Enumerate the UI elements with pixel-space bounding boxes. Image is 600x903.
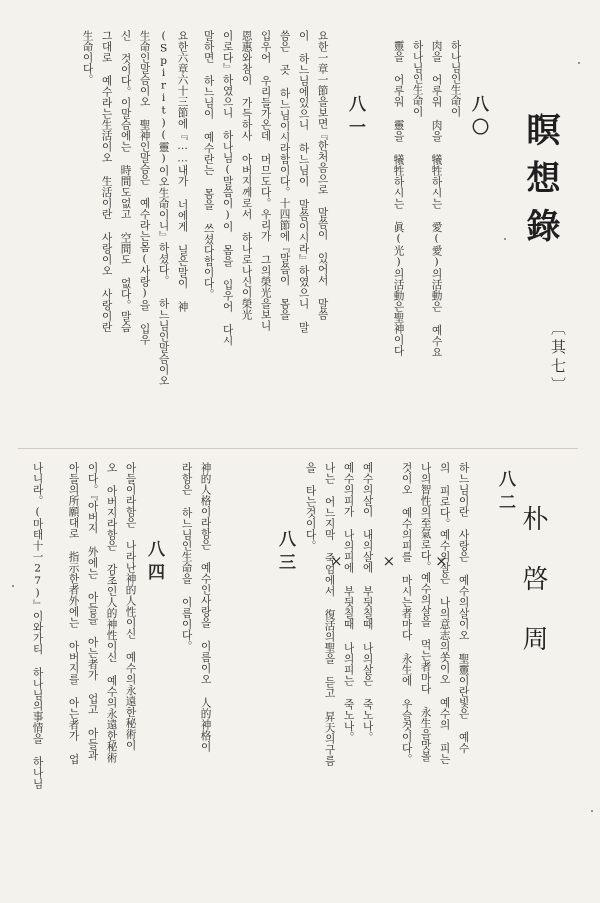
text-column: 生命인말슴이오 聖神인말슴은 예수라는몸(사랑)을 입우 <box>138 30 151 345</box>
text-column: 하나님인生命이 <box>449 40 462 117</box>
text-column: 하나님인生命이 <box>411 40 424 117</box>
text-column: 예수의살이 내의살에 부딋칠때 나의살은 죽노나。 <box>361 462 374 743</box>
text-column: 하느님이란 사랑은 예수의살이오 聖靈이란빛은 예수 <box>457 462 470 754</box>
text-column: 라함은 하느님인生命을 이름이다。 <box>180 462 193 652</box>
text-column: 씀은 곳 하느님이시라함이다。十四節에『말씀이 몸을 <box>278 30 291 321</box>
text-column: 입우어 우리들가온데 머므도다。우리가 그의榮光을보니 <box>259 30 272 332</box>
section-number-80: 八〇 <box>468 95 488 141</box>
text-column: 의 피로다。예수의살은 나의意志의쏫이오 예수의 피는 <box>438 462 451 765</box>
divider <box>18 448 578 449</box>
scan-speck <box>12 585 14 587</box>
text-column: 나의智性의至氣로다。예수의살을 먹는者마다 永生을맛볼 <box>419 462 432 762</box>
text-column: 靈을 어루워 靈을 犧牲하시는 眞(光)의活動은聖神이다 <box>392 40 405 357</box>
scan-speck <box>591 810 593 812</box>
text-column: 나니라。(마태十一27)』이와가티 하나님의事情을 하나님 <box>31 462 44 790</box>
text-column: 오 아버지라함은 감초인人的神性이신 예수의永遠한秘術 <box>105 462 118 764</box>
section-number-81: 八一 <box>345 95 365 141</box>
article-title: 瞑想錄 <box>520 112 560 256</box>
section-number-83: 八三 <box>275 530 295 576</box>
section-number-82: 八二 <box>495 470 515 516</box>
text-column: 신 것이다。이말슴에는 時間도없고 空間도 없다。말슴 <box>119 30 132 333</box>
text-column: 神的人格이라함은 예수인사랑을 이름이오 人的神格이 <box>199 462 212 753</box>
text-column: 말하면 하느님이 예수란는 몸을 쓰셨다함이다。 <box>202 30 215 300</box>
text-column: 이로다』하였으니 하나님(말씀이)이 몸을 입우어 다시 <box>221 30 234 347</box>
section-separator: ××× <box>330 552 488 570</box>
author-name: 朴啓周 <box>518 505 548 685</box>
text-column: 요한六章六十三節에『……내가 너에게 닐은말이 神 <box>176 30 189 312</box>
text-column: 요한一章一節을보면『한처음으로 말씀이 있어서 말씀 <box>316 30 329 321</box>
text-column: 이 하느님에있으니 하느님이 말씀이시라』하였으니 말 <box>297 30 310 333</box>
text-column: (Spirit)(靈)이오生命이니』하셨다。 하느님인말슴이오 <box>157 30 170 387</box>
section-number-84: 八四 <box>144 540 164 586</box>
text-column: 나는 어느지막 죽엄에서 復活의聖을 듣고 昇天의구름 <box>323 462 336 766</box>
text-column: 을 타는것이다。 <box>304 462 317 552</box>
scan-speck <box>578 62 580 64</box>
text-column: 아들의所願대로 指示한者外에는 아버지를 아는者가 업 <box>67 462 80 765</box>
text-column: 예수의피가 나의피에 부딋칠때 나의피는 죽노나。 <box>342 462 355 743</box>
text-column: 生命이다。 <box>81 30 94 85</box>
series-number: 〔其七〕 <box>549 320 567 396</box>
text-column: 것이오 예수의피를 마시는者마다 永生에 우슬것이다。 <box>400 462 413 765</box>
text-column: 恩惠와참이 가득하사 아버지께로서 하나로나신이榮光 <box>240 30 253 321</box>
text-column: 그대로 예수라는生活이오 生活이란 사랑이오 사랑이란 <box>100 30 113 333</box>
text-column: 아들이라함은 나라난神的人性이신 예수의永遠한秘術이 <box>124 462 137 751</box>
scan-speck <box>504 238 506 240</box>
text-column: 이다。『아버지 外에는 아들을 아는者가 업고 아들과 <box>86 462 99 761</box>
text-column: 肉을 어루워 肉을 犧牲하시는 愛(愛)의活動은 예수요 <box>430 40 443 358</box>
